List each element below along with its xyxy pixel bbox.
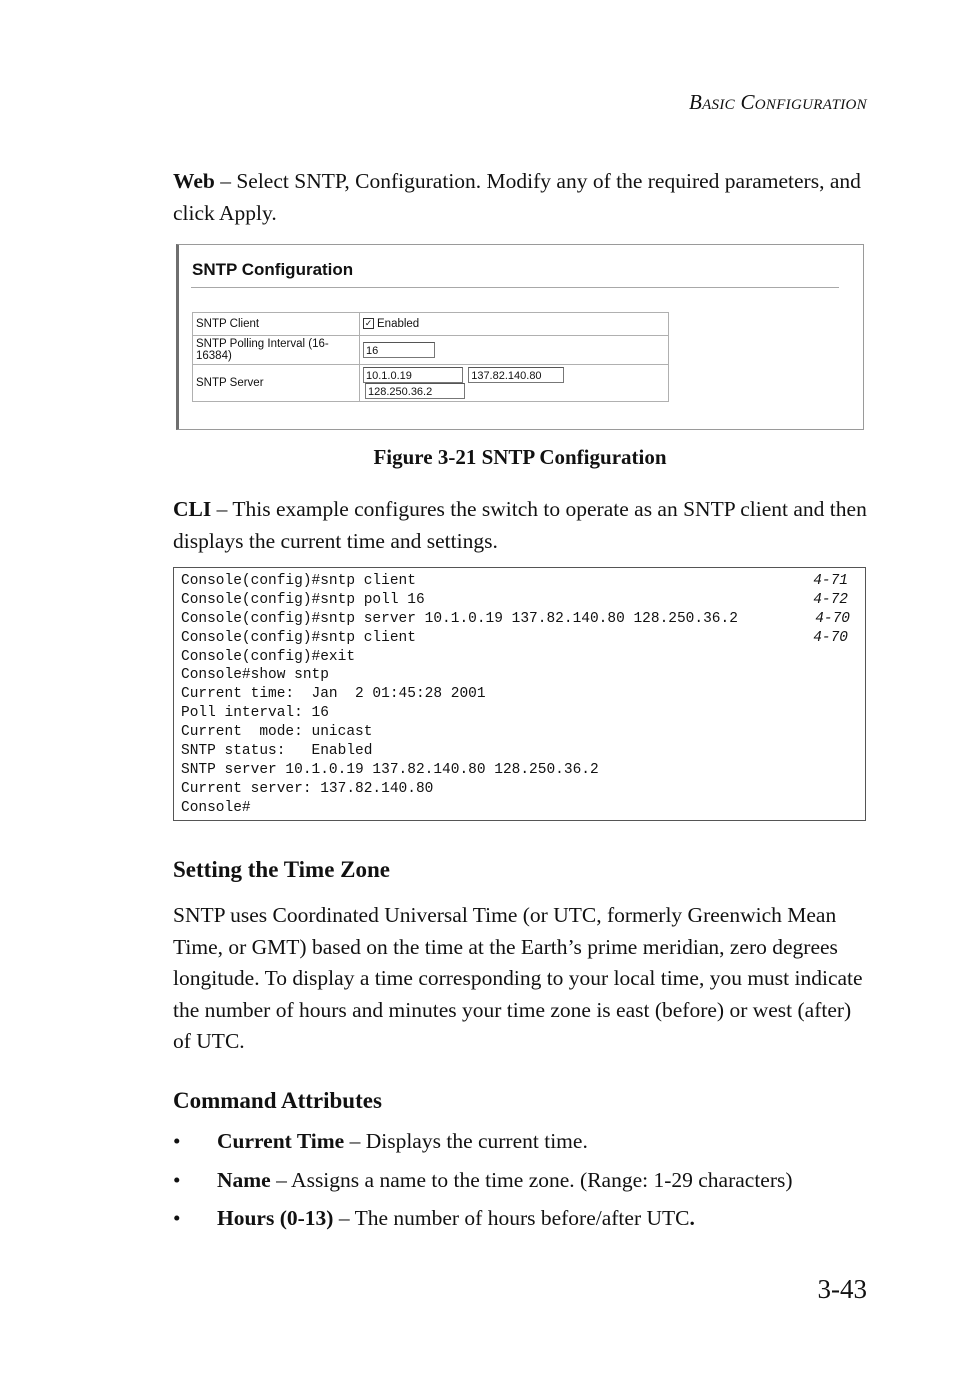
sntp-server-input-3[interactable]: 128.250.36.2: [365, 383, 465, 399]
code-line: [181, 648, 858, 667]
sntp-server-label: SNTP Server: [193, 365, 360, 402]
attribute-end-period: .: [689, 1206, 695, 1230]
code-command: SNTP server 10.1.0.19 137.82.140.80 128.250.36.2: [181, 761, 599, 778]
sntp-server-input-2[interactable]: 137.82.140.80: [468, 367, 564, 383]
code-line: [181, 723, 858, 742]
code-line: [181, 610, 858, 629]
code-reference: 4-71: [813, 573, 848, 589]
attribute-term: Name: [217, 1167, 271, 1192]
list-item: [173, 1124, 873, 1163]
code-command: Console(config)#exit: [181, 648, 356, 665]
attribute-list: [173, 1124, 873, 1240]
running-header: Basic Configuration: [688, 90, 867, 114]
sntp-poll-cell: [360, 336, 669, 365]
sntp-client-row: [193, 313, 669, 336]
code-reference: 4-72: [813, 591, 848, 608]
attribute-description: – Displays the current time.: [344, 1129, 588, 1153]
page-number: 3-43: [817, 1274, 867, 1304]
sntp-client-cell: [360, 313, 669, 336]
code-line: [181, 780, 858, 799]
sntp-settings-table: [192, 312, 669, 402]
code-line: [181, 685, 858, 704]
sntp-server-cell: [360, 365, 669, 402]
sntp-config-screenshot: [176, 244, 864, 430]
code-reference: 4-70: [815, 610, 850, 627]
code-line: [181, 629, 858, 648]
cli-code-block: [173, 567, 866, 821]
code-command: Console(config)#sntp poll 16: [181, 591, 425, 608]
web-label: Web: [173, 169, 215, 193]
code-line: [181, 761, 858, 780]
sntp-client-checkbox[interactable]: ✓: [364, 318, 373, 329]
code-line: [181, 799, 858, 818]
code-reference: 4-70: [813, 629, 848, 646]
cli-intro: [173, 494, 873, 557]
screenshot-divider: [191, 287, 839, 288]
code-line: [181, 704, 858, 723]
section-heading-time-zone: Setting the Time Zone: [173, 857, 391, 882]
attribute-description: – The number of hours before/after UTC: [333, 1206, 690, 1230]
time-zone-paragraph: SNTP uses Coordinated Universal Time (or UTC, formerly Greenwich Mean Time, or GMT) based on the time at the Earth’s prime meridian, zero degrees longitude. To display a time corresponding to your local time, you must indicate the number of hours and minutes your time zone is east (before) or west (after) of UTC.: [173, 903, 863, 1053]
attribute-term: Current Time: [217, 1129, 345, 1153]
sntp-poll-input[interactable]: 16: [363, 342, 435, 358]
web-instructions: [173, 166, 873, 229]
code-command: Console(config)#sntp client: [181, 629, 416, 646]
web-instructions-text: – Select SNTP, Configuration. Modify any of the required parameters, and click Apply.: [173, 169, 861, 225]
code-command: Current mode: unicast: [181, 724, 373, 741]
cli-label: CLI: [173, 497, 212, 521]
code-line: [181, 591, 858, 610]
code-command: Console#: [181, 799, 251, 816]
bullet-marker: •: [173, 1206, 181, 1230]
attribute-term: Hours (0-13): [217, 1206, 334, 1230]
sntp-server-row: [193, 365, 669, 402]
section-heading-command-attributes: Command Attributes: [173, 1088, 382, 1113]
code-command: Current time: Jan 2 01:45:28 2001: [181, 686, 486, 703]
code-command: Console#show sntp: [181, 667, 329, 684]
bullet-marker: •: [173, 1129, 181, 1153]
list-item: [173, 1163, 873, 1202]
screenshot-title: SNTP Configuration: [192, 260, 354, 279]
code-line: [181, 742, 858, 761]
bullet-marker: •: [173, 1167, 181, 1192]
code-command: SNTP status: Enabled: [181, 743, 373, 760]
code-command: Poll interval: 16: [181, 705, 329, 722]
code-command: Console(config)#sntp client: [181, 573, 416, 589]
sntp-server-input-1[interactable]: 10.1.0.19: [363, 367, 463, 383]
cli-intro-text: – This example configures the switch to operate as an SNTP client and then displays the current time and settings.: [173, 497, 867, 553]
sntp-poll-row: [193, 336, 669, 365]
code-line: [181, 666, 858, 685]
code-command: Console(config)#sntp server 10.1.0.19 137.82.140.80 128.250.36.2: [181, 610, 738, 627]
figure-caption: Figure 3-21 SNTP Configuration: [373, 445, 667, 469]
code-line: [181, 572, 858, 591]
sntp-client-label: SNTP Client: [193, 313, 360, 336]
list-item: [173, 1201, 873, 1240]
attribute-description: – Assigns a name to the time zone. (Range: 1-29 characters): [270, 1167, 793, 1192]
code-command: Current server: 137.82.140.80: [181, 780, 434, 797]
sntp-client-enabled-label: Enabled: [377, 318, 420, 330]
sntp-poll-label: SNTP Polling Interval (16-16384): [193, 336, 360, 365]
